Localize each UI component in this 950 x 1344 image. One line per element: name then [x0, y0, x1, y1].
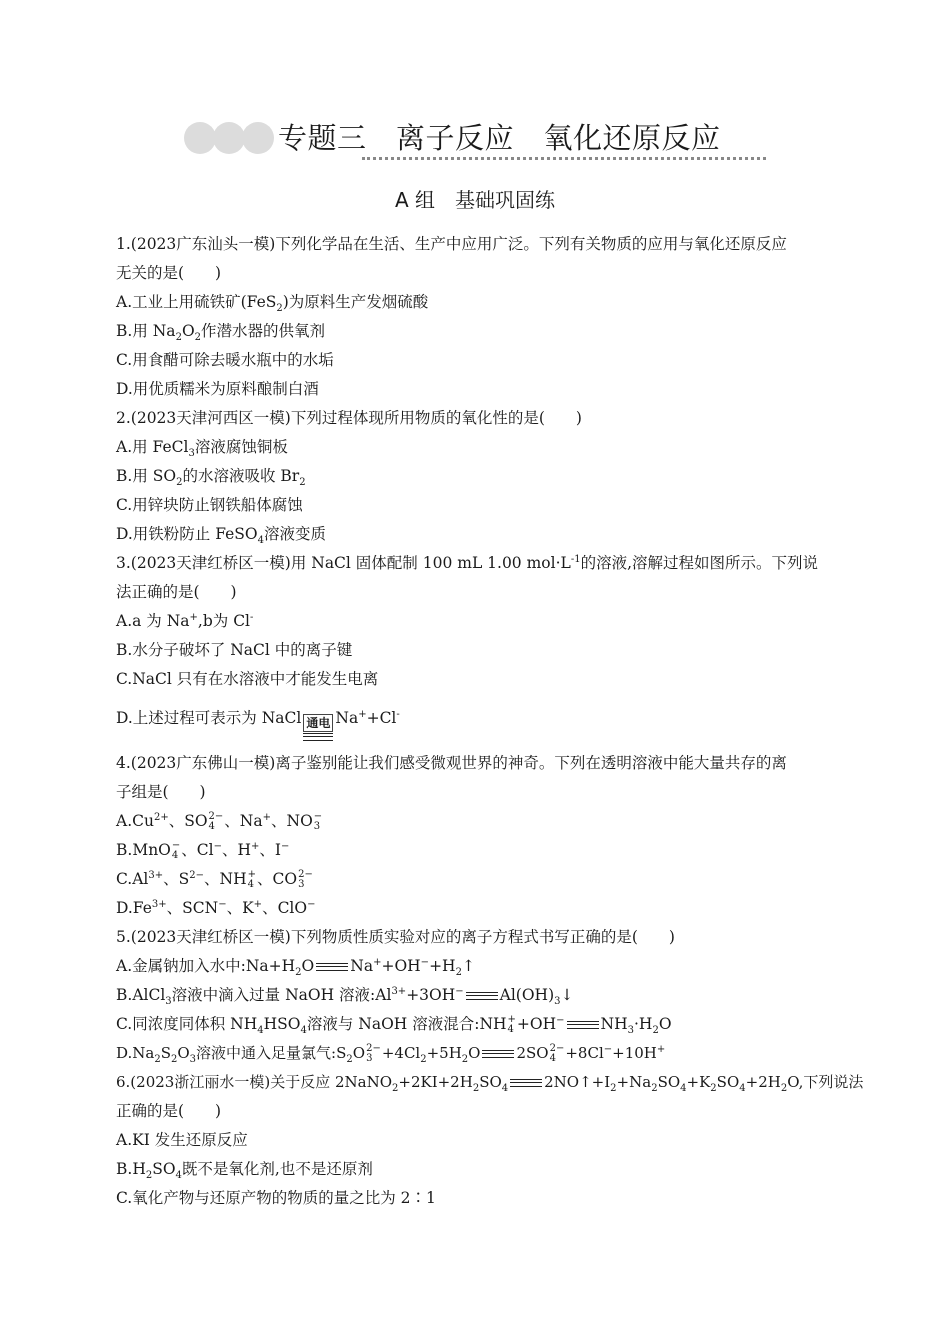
chapter-header: [184, 114, 721, 158]
q3-option-c: C.NaCl 只有在水溶液中才能发生电离: [116, 670, 379, 688]
q6-option-b: $B.H_2SO_4$既不是氧化剂,也不是还原剂: [116, 1160, 373, 1181]
q5-option-b: B.AlCl$_3$溶液中滴入过量 NaOH 溶液$:Al^{3+}+3OH^-$ $Al(OH)_3↓$: [116, 986, 574, 1007]
group-title: A 组 基础巩固练: [394, 188, 556, 212]
q2-stem: 2.(2023天津河西区一模)下列过程体现所用物质的氧化性的是( ): [116, 409, 582, 427]
equals-sign: [466, 992, 498, 1000]
q1-option-b: B.用 $Na_2O_2$作潜水器的供氧剂: [116, 322, 326, 343]
q4-option-d: $D.Fe^{3+}$、SCN−、K+、ClO−: [116, 899, 316, 917]
q1-stem-cont: 无关的是( ): [116, 264, 222, 282]
equals-sign: [510, 1079, 542, 1087]
q2-option-d: D.用铁粉防止 FeSO$_4$溶液变质: [116, 525, 327, 546]
q3-option-a: A.a 为 Na+,b为 Cl-: [116, 612, 254, 630]
chapter-title: 专题三 离子反应 氧化还原反应: [278, 120, 721, 155]
q6-stem: 6.(2023浙江丽水一模)关于反应 $2NaNO_2+2KI+2H_2SO_4$ $2NO↑+I_2+Na_2SO_4+K_2SO_4+2H_2O$,下列说法: [116, 1073, 864, 1094]
equals-sign: [482, 1050, 514, 1058]
title-underline: [362, 157, 766, 160]
q5-option-a: A.金属钠加入水中$:Na+H_2O$ $Na^++OH^-+H_2↑$: [116, 957, 475, 978]
q5-option-c: C.同浓度同体积 $NH_4HSO_4$溶液与 NaOH 溶液混合:NH + 4 +OH− $NH_3\cdot H_2O$: [116, 1014, 672, 1036]
q4-stem-cont: 子组是( ): [116, 783, 206, 801]
q4-stem: 4.(2023广东佛山一模)离子鉴别能让我们感受微观世界的神奇。下列在透明溶液中能大量共存的离: [116, 754, 787, 772]
q3-option-d: D.上述过程可表示为 NaCl 通电 Na++Cl-: [116, 700, 838, 736]
q6-stem-cont: 正确的是( ): [116, 1102, 222, 1120]
chapter-logo: [184, 118, 276, 154]
equals-sign: [316, 963, 348, 971]
q4-option-a: $A.Cu^{2+}$、SO 2− 4 、Na+、NO − 3: [116, 811, 323, 832]
q3-stem-cont: 法正确的是( ): [116, 583, 237, 601]
q1-stem: 1.(2023广东汕头一模)下列化学品在生活、生产中应用广泛。下列有关物质的应用与氧化还原反应: [116, 235, 787, 253]
q3-option-b: B.水分子破坏了 NaCl 中的离子键: [116, 641, 353, 659]
q1-option-a: A.工业上用硫铁矿(FeS$_2$)为原料生产发烟硫酸: [116, 293, 429, 314]
q5-stem: 5.(2023天津红桥区一模)下列物质性质实验对应的离子方程式书写正确的是( ): [116, 928, 675, 946]
condition-arrow: [303, 714, 333, 741]
q2-option-a: A.用 FeCl$_3$溶液腐蚀铜板: [116, 438, 288, 459]
condition-label: 通电: [303, 714, 333, 732]
q1-option-d: D.用优质糯米为原料酿制白酒: [116, 380, 319, 398]
q6-option-c: C.氧化产物与还原产物的物质的量之比为 2∶1: [116, 1189, 436, 1207]
q2-option-b: B.用 $SO_2$的水溶液吸收 $Br_2$: [116, 467, 306, 488]
q3-stem: 3.(2023天津红桥区一模)用 NaCl 固体配制 100 mL 1.00 $mol\cdot L^{-1}$的溶液,溶解过程如图所示。下列说: [116, 554, 818, 572]
q4-option-b: B.MnO − 4 、Cl−、H+、I−: [116, 840, 290, 861]
q2-option-c: C.用锌块防止钢铁船体腐蚀: [116, 496, 303, 514]
question-list: [116, 230, 864, 1213]
equals-sign: [567, 1021, 599, 1029]
q5-option-d: $D.Na_2S_2O_3$溶液中通入足量氯气$:S_2O$ 2− 3 $+4Cl_2+5H_2O$ 2SO 2− 4 +8Cl−+10H+: [116, 1043, 666, 1065]
q4-option-c: $C.Al^{3+}$、$S^{2-}$、NH + 4 、CO 2− 3: [116, 869, 313, 890]
q1-option-c: C.用食醋可除去暖水瓶中的水垢: [116, 351, 334, 369]
q6-option-a: A.KI 发生还原反应: [116, 1131, 248, 1149]
